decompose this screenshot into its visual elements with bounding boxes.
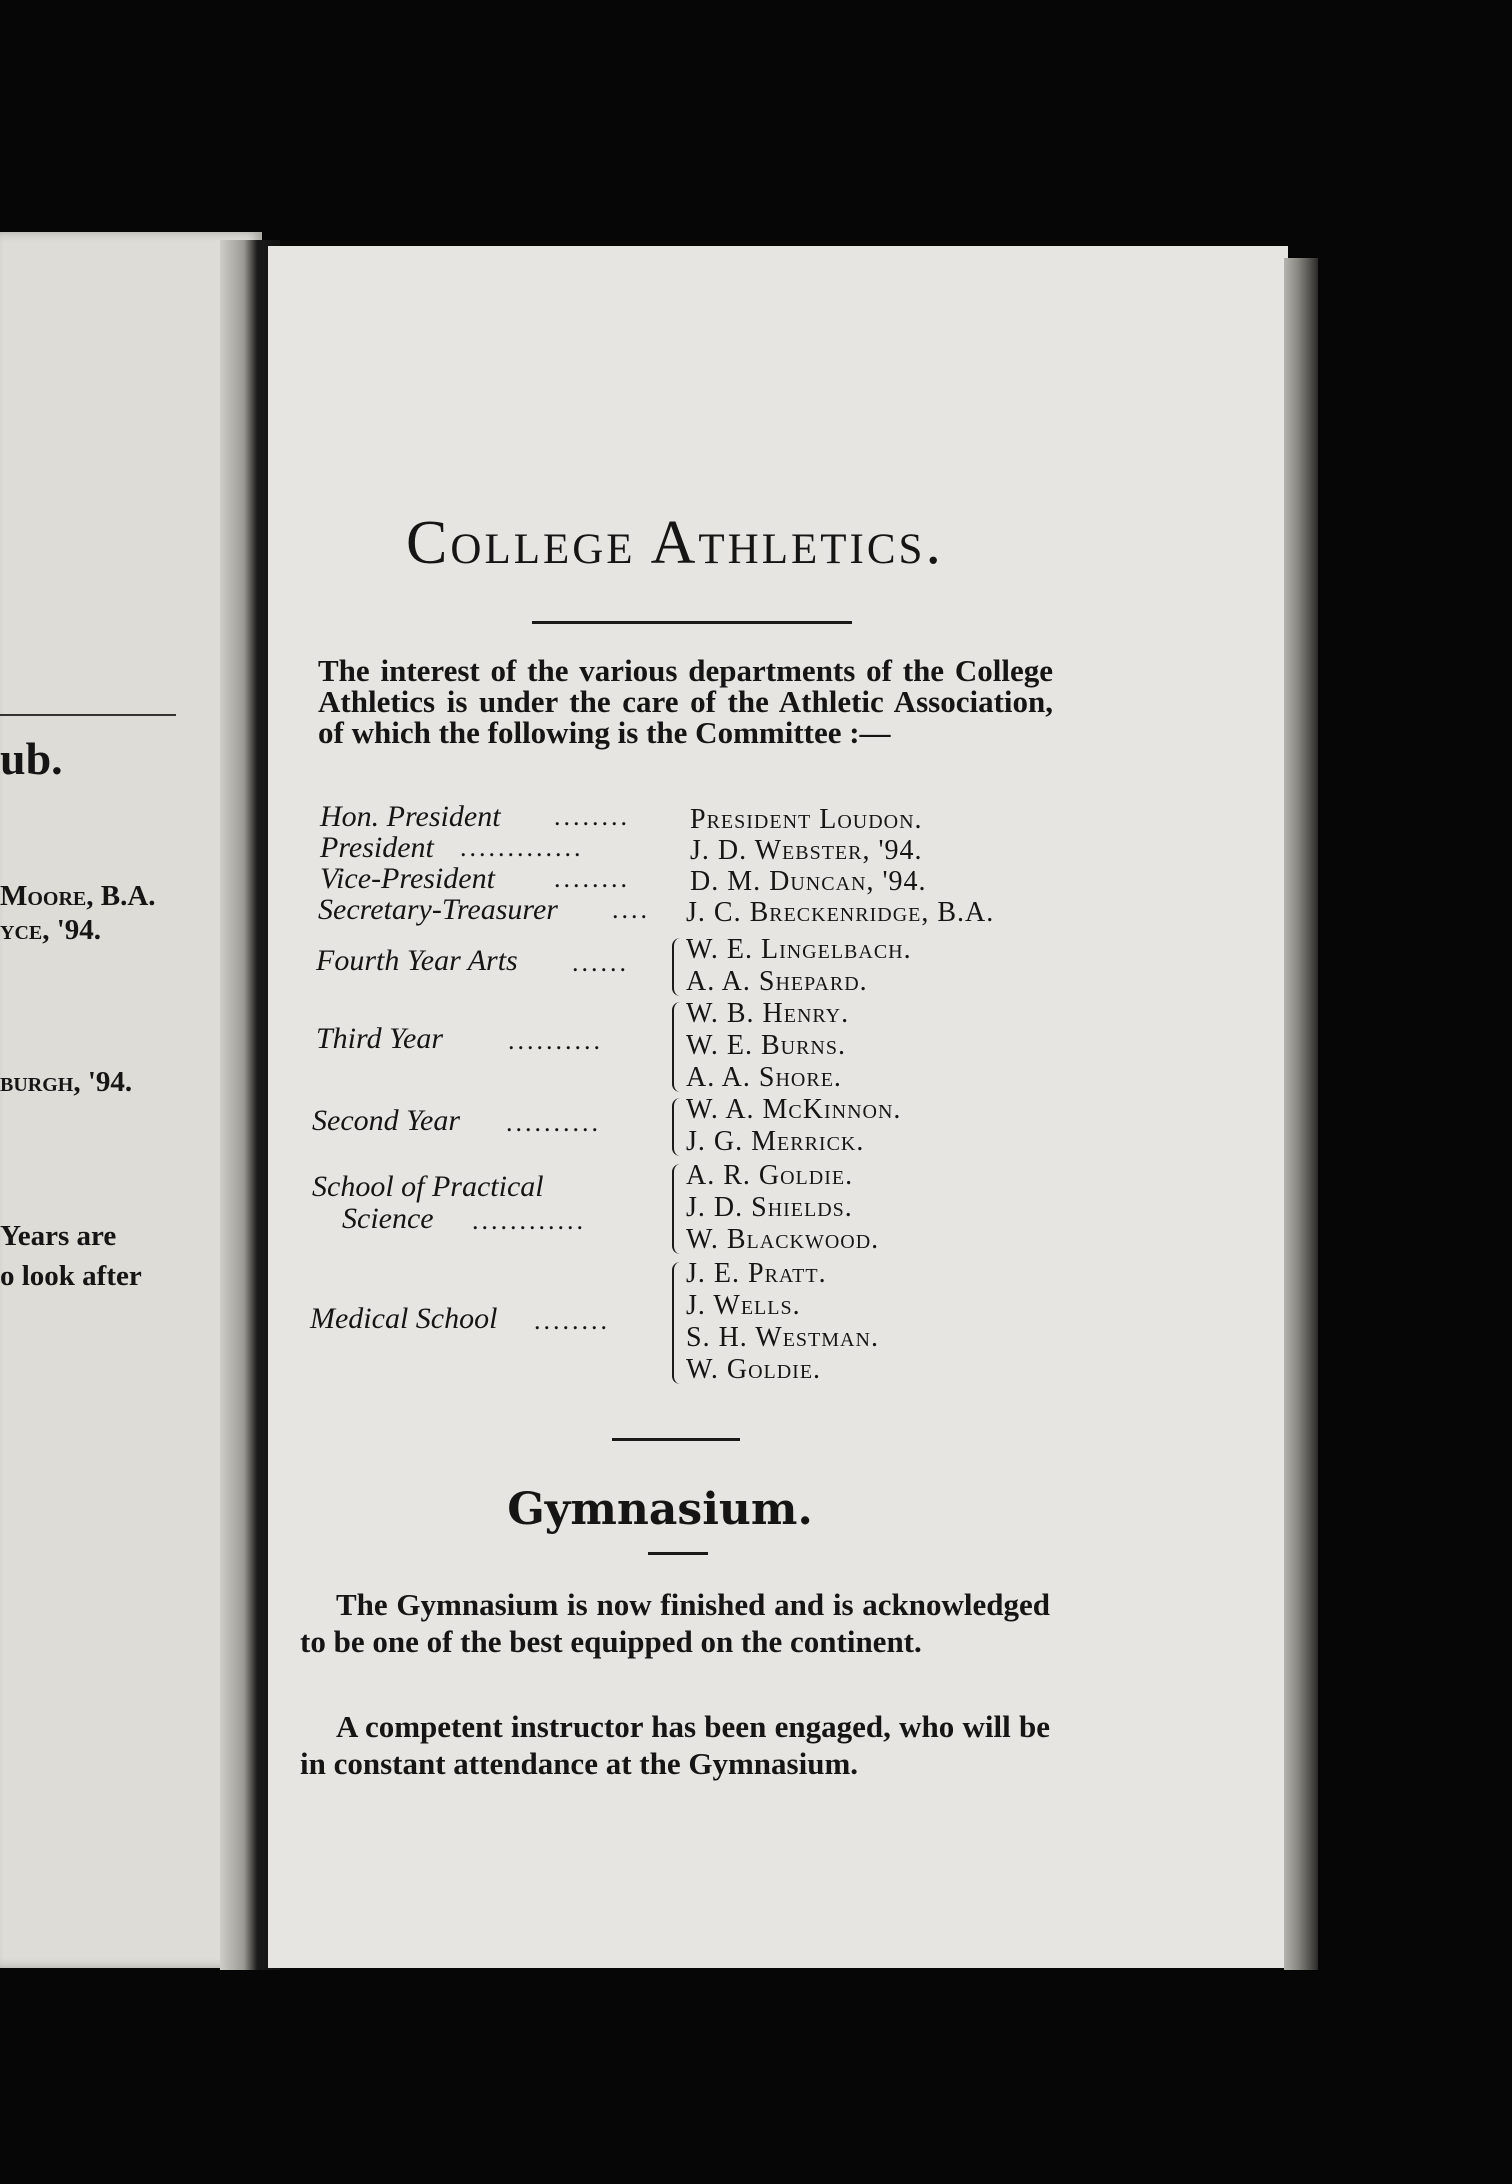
left-page-line: Moore, B.A.: [0, 880, 156, 912]
left-page-heading: ub.: [0, 733, 63, 784]
member-name: A. A. Shepard.: [686, 966, 868, 997]
member-name: W. B. Henry.: [686, 998, 850, 1029]
section-rule: [612, 1438, 740, 1441]
role-label: Medical School: [310, 1302, 498, 1335]
member-name: J. D. Shields.: [686, 1192, 853, 1223]
member-name: A. A. Shore.: [686, 1062, 842, 1093]
member-name: J. Wells.: [686, 1290, 801, 1321]
group-brace: [672, 938, 684, 996]
role-label: Fourth Year Arts: [316, 944, 518, 977]
role-label: School of Practical: [312, 1170, 544, 1203]
left-page-line: Years are: [0, 1220, 117, 1252]
member-name: J. E. Pratt.: [686, 1258, 827, 1289]
left-page-line: o look after: [0, 1260, 142, 1292]
page-title: College Athletics.: [406, 509, 944, 577]
leader-dots: ........: [534, 1306, 610, 1335]
gymnasium-paragraph: A competent instructor has been engaged, who will be in constant attendance at the Gymnasium.: [300, 1709, 1050, 1781]
gymnasium-rule: [648, 1552, 708, 1555]
member-name: W. Goldie.: [686, 1354, 822, 1385]
leader-dots: ........: [554, 864, 630, 893]
intro-paragraph: The interest of the various departments of the College Athletics is under the care of the Athletic Association, of which the following is the Committee :—: [318, 653, 1053, 750]
group-brace: [672, 1262, 684, 1384]
member-name: President Loudon.: [690, 804, 923, 835]
member-name: J. G. Merrick.: [686, 1126, 865, 1157]
leader-dots: ........: [554, 802, 630, 831]
member-name: W. E. Burns.: [686, 1030, 846, 1061]
gymnasium-paragraph: The Gymnasium is now finished and is acknowledged to be one of the best equipped on the continent.: [300, 1587, 1050, 1659]
leader-dots: ..........: [508, 1026, 603, 1055]
leader-dots: .............: [460, 833, 584, 862]
leader-dots: ............: [472, 1206, 586, 1235]
left-page-rule: [0, 714, 176, 716]
role-label: Vice-President: [320, 862, 495, 895]
member-name: W. Blackwood.: [686, 1224, 880, 1255]
group-brace: [672, 1098, 684, 1156]
member-name: W. A. McKinnon.: [686, 1094, 902, 1125]
committee-list: [300, 800, 1100, 1400]
left-page-line: yce, '94.: [0, 914, 102, 946]
role-label: Secretary-Treasurer: [318, 893, 558, 926]
title-rule: [532, 621, 852, 624]
role-label: Third Year: [316, 1022, 444, 1055]
group-brace: [672, 1164, 684, 1254]
role-label: Science: [342, 1202, 434, 1235]
role-label: Hon. President: [320, 800, 501, 833]
member-name: A. R. Goldie.: [686, 1160, 854, 1191]
member-name: D. M. Duncan, '94.: [690, 866, 927, 897]
page-edge: [1284, 258, 1318, 1970]
leader-dots: ......: [572, 948, 629, 977]
member-name: S. H. Westman.: [686, 1322, 879, 1353]
role-label: Second Year: [312, 1104, 461, 1137]
group-brace: [672, 1002, 684, 1092]
gymnasium-heading: Gymnasium.: [507, 1484, 813, 1535]
member-name: J. C. Breckenridge, B.A.: [686, 897, 995, 928]
leader-dots: ..........: [506, 1108, 601, 1137]
member-name: W. E. Lingelbach.: [686, 934, 912, 965]
member-name: J. D. Webster, '94.: [690, 835, 923, 866]
leader-dots: ....: [612, 895, 650, 924]
left-page-line: burgh, '94.: [0, 1066, 133, 1098]
role-label: President: [320, 831, 434, 864]
